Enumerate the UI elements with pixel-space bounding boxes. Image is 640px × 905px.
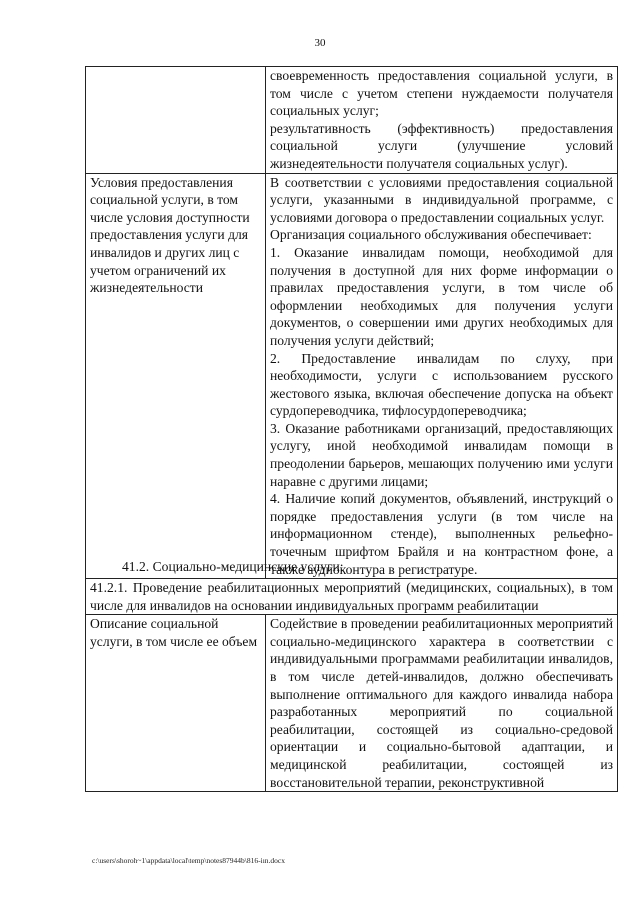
paragraph-effectiveness: результативность (эффективность) предоставления социальной услуги (улучшение условий жизнедеятельности получателя социальных услуг). bbox=[270, 120, 613, 171]
paragraph-item-3: 3. Оказание работниками организаций, предоставляющих услугу, иной необходимой инвалидам помощи в преодолении барьеров, мешающих получению ими услуги наравне с другими лицами; bbox=[270, 420, 613, 489]
page-number: 30 bbox=[314, 37, 326, 49]
services-table-continued bbox=[85, 66, 618, 579]
table-cell-criteria-text bbox=[266, 67, 618, 174]
paragraph-item-4: 4. Наличие копий документов, объявлений, инструкций о порядке предоставления услуги (в том числе на информационном стенде), выполненных рельефно-точечным шрифтом Брайля и на контрастном фоне, а также аудиоконтура в регистратуре. bbox=[270, 491, 613, 577]
paragraph-timeliness: своевременность предоставления социальной услуги, в том числе с учетом степени нуждаемости получателя социальных услуг; bbox=[270, 68, 613, 119]
table-header-cell: 41.2.1. Проведение реабилитационных мероприятий (медицинских, социальных), в том числе для инвалидов на основании индивидуальных программ реабилитации bbox=[86, 579, 618, 615]
table-row bbox=[86, 615, 618, 792]
paragraph-organization: Организация социального обслуживания обеспечивает: bbox=[270, 227, 592, 243]
table-row bbox=[86, 173, 618, 579]
table-cell-description-label: Описание социальной услуги, в том числе ее объем bbox=[86, 615, 266, 792]
paragraph-item-2: 2. Предоставление инвалидам по слуху, при необходимости, услуги с использованием русского жестового языка, включая обеспечение допуска на объект сурдопереводчика, тифлосурдопереводчика; bbox=[270, 350, 613, 419]
table-cell-criteria-label bbox=[86, 67, 266, 174]
table-header-row bbox=[86, 579, 618, 615]
table-row bbox=[86, 67, 618, 174]
section-heading: 41.2. Социально-медицинские услуги: bbox=[122, 559, 344, 574]
paragraph-conditions-intro: В соответствии с условиями предоставления социальной услуги, указанными в индивидуальной программе, с условиями договора о предоставлении социальных услуг. bbox=[270, 174, 613, 225]
table-cell-conditions-text bbox=[266, 173, 618, 579]
paragraph-item-1: 1. Оказание инвалидам помощи, необходимой для получения в доступной для них форме информации о правилах предоставления услуги, в том числе об оформлении необходимых для получения услуги документов, о совершении ими других необходимых для получения услуги действий; bbox=[270, 244, 613, 348]
footer-file-path: c:\users\shoroh~1\appdata\local\temp\notes87944b\816-iın.docx bbox=[92, 856, 285, 865]
table-cell-description-text: Содействие в проведении реабилитационных мероприятий социально-медицинского характера в соответствии с индивидуальными программами реабилитации инвалидов, в том числе детей-инвалидов, должно обеспечивать выполнение оптимального для каждого инвалида набора разработанных мероприятий по социальной реабилитации, состоящей из социально-средовой ориентации и социально-бытовой адаптации, и медицинской реабилитации, состоящей из восстановительной терапии, реконструктивной bbox=[266, 615, 618, 792]
medical-services-table bbox=[85, 578, 618, 792]
table-cell-conditions-label: Условия предоставления социальной услуги, в том числе условия доступности предоставления услуги для инвалидов и других лиц с учетом ограничений их жизнедеятельности bbox=[86, 173, 266, 579]
